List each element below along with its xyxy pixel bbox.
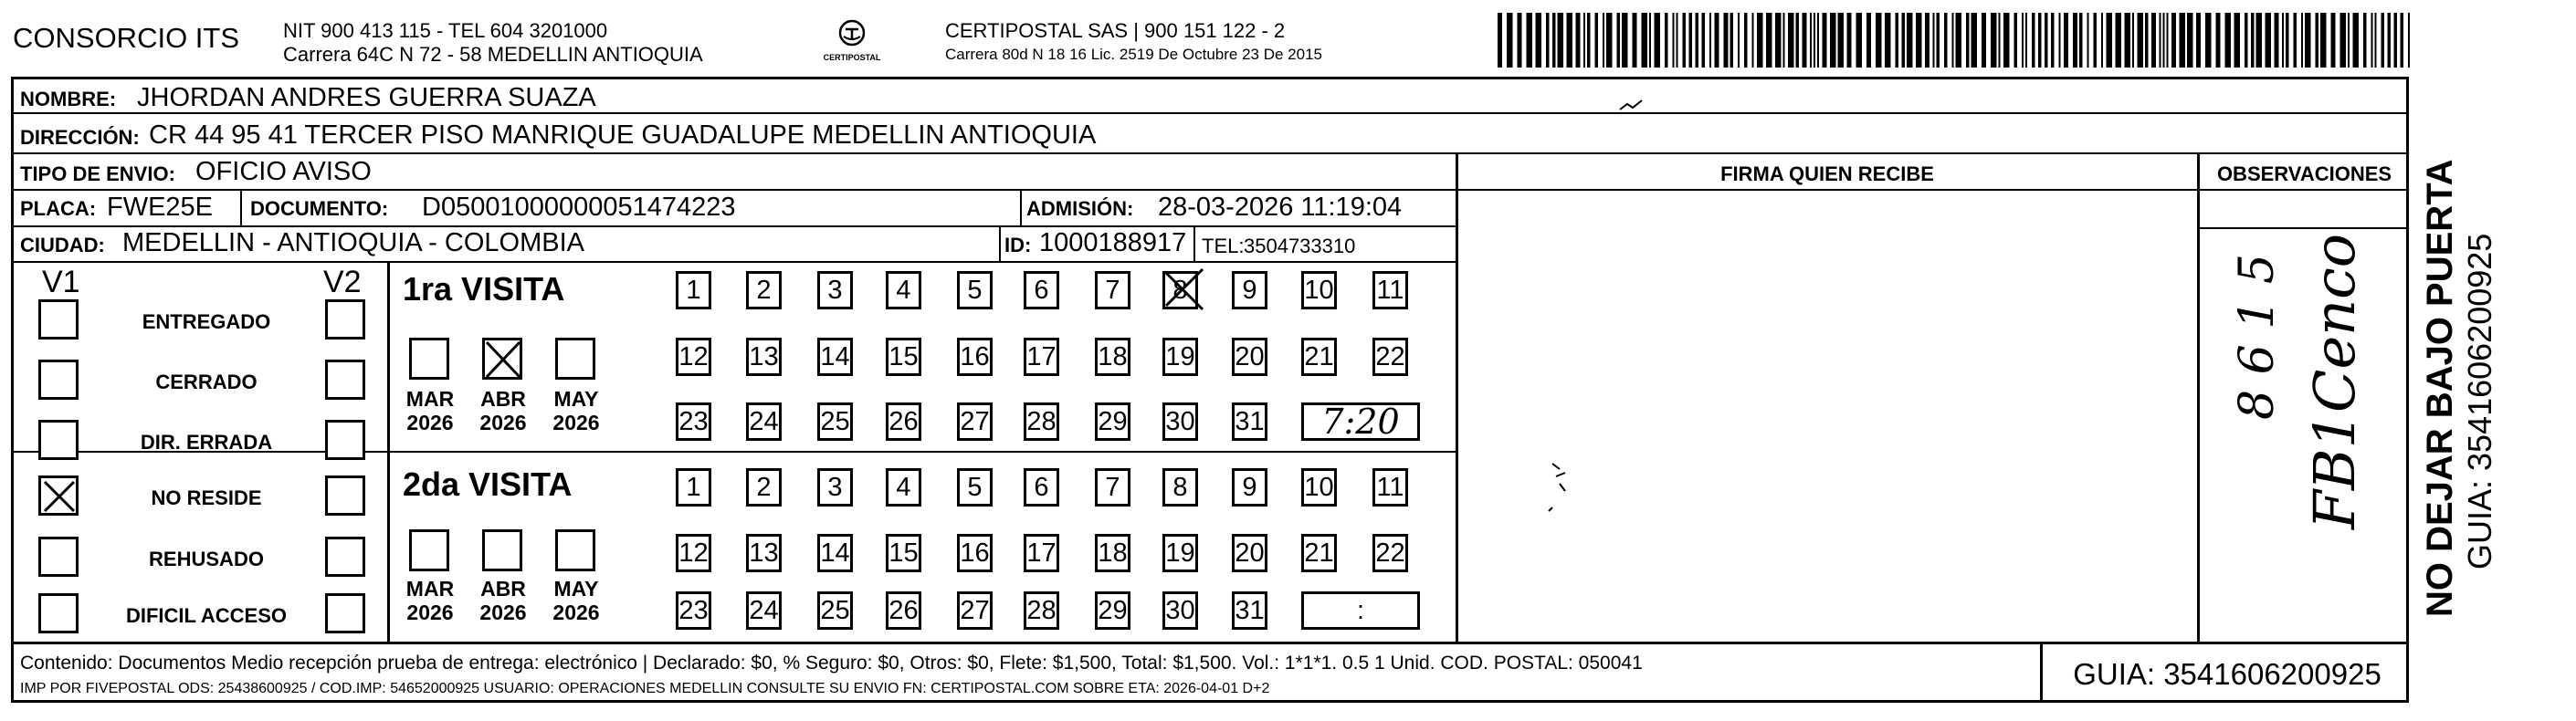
rule: [1193, 227, 1195, 261]
day-box[interactable]: 26: [886, 402, 921, 441]
day-box[interactable]: 25: [817, 591, 853, 630]
day-box[interactable]: 12: [676, 534, 711, 572]
month-checkbox[interactable]: [482, 338, 522, 380]
day-box[interactable]: 21: [1301, 534, 1337, 572]
year-label: 2026: [479, 601, 527, 624]
courier-line-1: CERTIPOSTAL SAS | 900 151 122 - 2: [945, 19, 1286, 42]
time-box[interactable]: 7:20: [1301, 402, 1420, 441]
day-box[interactable]: 8: [1162, 468, 1198, 507]
plate-label: PLACA:: [20, 197, 97, 220]
observations-handwriting-1: 8 6 1 5: [2230, 254, 2285, 420]
day-check-overlay: [1159, 266, 1210, 321]
day-box[interactable]: 4: [886, 468, 921, 507]
v1-checkbox[interactable]: [38, 537, 79, 577]
day-box[interactable]: 27: [957, 402, 993, 441]
footer-guia: GUIA: 3541606200925: [2073, 657, 2381, 691]
day-box[interactable]: 29: [1095, 591, 1130, 630]
day-box[interactable]: 24: [746, 402, 782, 441]
check-x-icon: [1159, 266, 1210, 317]
day-box[interactable]: 8: [1162, 271, 1198, 309]
day-box[interactable]: 9: [1232, 468, 1267, 507]
certipostal-logo: [811, 16, 893, 68]
day-box[interactable]: 16: [957, 534, 993, 572]
day-box[interactable]: 30: [1162, 402, 1198, 441]
month-label: MAY: [553, 387, 599, 411]
id-label: ID:: [1004, 234, 1032, 256]
day-box[interactable]: 13: [746, 534, 782, 572]
signature-header: FIRMA QUIEN RECIBE: [1720, 162, 1934, 185]
content-line: Contenido: Documentos Medio recepción prueba de entrega: electrónico | Declarado: $0, % Seguro: $0, Otros: $0, Flete: $1,500, Total: $1,500. Vol.: 1*1*1. 0.5 1 Unid. COD. POSTAL: 050041: [20, 653, 1643, 674]
day-box[interactable]: 2: [746, 271, 782, 309]
month-label: ABR: [480, 387, 526, 411]
day-box[interactable]: 23: [676, 591, 711, 630]
city-label: CIUDAD:: [20, 234, 105, 256]
day-box[interactable]: 22: [1372, 338, 1408, 376]
address-label: DIRECCIÓN:: [20, 126, 140, 149]
month-checkbox[interactable]: [482, 529, 522, 571]
day-box[interactable]: 27: [957, 591, 993, 630]
month-checkbox[interactable]: [409, 338, 449, 380]
rule: [240, 191, 242, 225]
day-box[interactable]: 14: [817, 338, 853, 376]
day-box[interactable]: 28: [1024, 402, 1059, 441]
day-box[interactable]: 20: [1232, 338, 1267, 376]
day-box[interactable]: 6: [1024, 468, 1059, 507]
day-box[interactable]: 1: [676, 468, 711, 507]
rule: [11, 112, 2409, 114]
day-box[interactable]: 2: [746, 468, 782, 507]
courier-line-2: Carrera 80d N 18 16 Lic. 2519 De Octubre 23 De 2015: [945, 46, 1322, 63]
year-label: 2026: [406, 411, 454, 434]
day-box[interactable]: 29: [1095, 402, 1130, 441]
day-box[interactable]: 7: [1095, 271, 1130, 309]
company-info-2: Carrera 64C N 72 - 58 MEDELLIN ANTIOQUIA: [283, 43, 703, 66]
month-checkbox[interactable]: [555, 338, 595, 380]
rule: [11, 642, 2409, 644]
rule: [11, 152, 2409, 154]
company-name: CONSORCIO ITS: [13, 22, 240, 54]
admission-date: 28-03-2026 11:19:04: [1158, 193, 1403, 222]
day-box[interactable]: 18: [1095, 338, 1130, 376]
document-number: D05001000000051474223: [422, 193, 736, 222]
reason-label: REHUSADO: [149, 548, 264, 570]
month-label: MAR: [405, 387, 455, 411]
day-box[interactable]: 21: [1301, 338, 1337, 376]
type-label: TIPO DE ENVIO:: [20, 162, 175, 185]
rule: [2197, 152, 2200, 642]
day-box[interactable]: 15: [886, 534, 921, 572]
v1-checkbox[interactable]: [38, 475, 79, 516]
year-label: 2026: [406, 601, 454, 624]
logo-text: CERTIPOSTAL: [823, 53, 881, 62]
reason-label: DIFICIL ACCESO: [125, 604, 287, 627]
day-box[interactable]: 7: [1095, 468, 1130, 507]
day-box[interactable]: 20: [1232, 534, 1267, 572]
v2-checkbox[interactable]: [325, 360, 365, 400]
v2-checkbox[interactable]: [325, 475, 365, 516]
plate: FWE25E: [107, 193, 214, 222]
document-label: DOCUMENTO:: [250, 197, 389, 220]
day-box[interactable]: 30: [1162, 591, 1198, 630]
day-box[interactable]: 9: [1232, 271, 1267, 309]
day-box[interactable]: 11: [1372, 271, 1408, 309]
observations-header: OBSERVACIONES: [2216, 162, 2392, 185]
time-box[interactable]: :: [1301, 591, 1420, 630]
day-box[interactable]: 10: [1301, 271, 1337, 309]
ink-speck-icon: [1543, 456, 1580, 520]
v1-checkbox[interactable]: [38, 593, 79, 633]
rule: [11, 225, 1457, 227]
day-box[interactable]: 19: [1162, 534, 1198, 572]
month-label: ABR: [480, 577, 526, 601]
rule: [1020, 191, 1022, 225]
signature-area: [1458, 191, 2197, 642]
side-guia: GUIA: 3541606200925: [2461, 233, 2498, 569]
shipment-type: OFICIO AVISO: [195, 157, 372, 186]
check-x-icon: [41, 478, 78, 515]
id-number: 1000188917: [1039, 228, 1187, 257]
tel-label: TEL:: [1202, 235, 1245, 257]
v2-checkbox[interactable]: [325, 420, 365, 460]
side-notice: NO DEJAR BAJO PUERTA: [2420, 159, 2460, 617]
day-box[interactable]: 28: [1024, 591, 1059, 630]
month-label: MAR: [405, 577, 455, 601]
ink-speck-icon: [1616, 91, 1653, 119]
v1-label: V1: [42, 265, 80, 299]
day-box[interactable]: 31: [1232, 591, 1267, 630]
v2-label: V2: [323, 265, 362, 299]
month-checkbox[interactable]: [409, 529, 449, 571]
barcode-icon: [1498, 13, 2413, 68]
city: MEDELLIN - ANTIOQUIA - COLOMBIA: [122, 228, 584, 257]
day-box[interactable]: 5: [957, 271, 993, 309]
v2-checkbox[interactable]: [325, 299, 365, 340]
day-box[interactable]: 24: [746, 591, 782, 630]
day-box[interactable]: 22: [1372, 534, 1408, 572]
v1-checkbox[interactable]: [38, 360, 79, 400]
v1-checkbox[interactable]: [38, 420, 79, 460]
day-box[interactable]: 10: [1301, 468, 1337, 507]
recipient-name: JHORDAN ANDRES GUERRA SUAZA: [137, 83, 596, 112]
rule: [999, 227, 1001, 261]
rule: [2040, 642, 2043, 703]
day-box[interactable]: 1: [676, 271, 711, 309]
day-box[interactable]: 19: [1162, 338, 1198, 376]
reason-label: NO RESIDE: [151, 486, 262, 509]
rule: [2199, 227, 2409, 229]
second-visit-title: 2da VISITA: [403, 465, 573, 503]
month-label: MAY: [553, 577, 599, 601]
day-box[interactable]: 16: [957, 338, 993, 376]
month-checkbox[interactable]: [555, 529, 595, 571]
tel-number: 3504733310: [1244, 235, 1356, 257]
day-box[interactable]: 13: [746, 338, 782, 376]
reason-label: DIR. ERRADA: [140, 431, 273, 454]
day-box[interactable]: 26: [886, 591, 921, 630]
day-box[interactable]: 4: [886, 271, 921, 309]
day-box[interactable]: 31: [1232, 402, 1267, 441]
day-box[interactable]: 6: [1024, 271, 1059, 309]
day-box[interactable]: 12: [676, 338, 711, 376]
day-box[interactable]: 5: [957, 468, 993, 507]
name-label: NOMBRE:: [20, 88, 117, 110]
v2-checkbox[interactable]: [325, 593, 365, 633]
day-box[interactable]: 25: [817, 402, 853, 441]
check-x-icon: [485, 340, 521, 379]
day-box[interactable]: 23: [676, 402, 711, 441]
day-box[interactable]: 15: [886, 338, 921, 376]
year-label: 2026: [552, 411, 600, 434]
day-box[interactable]: 14: [817, 534, 853, 572]
recipient-address: CR 44 95 41 TERCER PISO MANRIQUE GUADALUPE MEDELLIN ANTIOQUIA: [149, 120, 1097, 150]
observations-handwriting-2: FB1Cenco: [2301, 233, 2368, 529]
day-box[interactable]: 11: [1372, 468, 1408, 507]
company-info-1: NIT 900 413 115 - TEL 604 3201000: [283, 19, 608, 42]
admission-label: ADMISIÓN:: [1026, 197, 1134, 220]
day-box[interactable]: 17: [1024, 338, 1059, 376]
barcode: [1498, 13, 2413, 68]
reason-label: ENTREGADO: [142, 310, 271, 333]
day-box[interactable]: 18: [1095, 534, 1130, 572]
day-box[interactable]: 17: [1024, 534, 1059, 572]
first-visit-title: 1ra VISITA: [403, 270, 565, 308]
v1-checkbox[interactable]: [38, 299, 79, 340]
year-label: 2026: [552, 601, 600, 624]
day-box[interactable]: 3: [817, 271, 853, 309]
rule: [387, 263, 390, 642]
v2-checkbox[interactable]: [325, 537, 365, 577]
day-box[interactable]: 3: [817, 468, 853, 507]
reason-label: CERRADO: [155, 371, 258, 393]
year-label: 2026: [479, 411, 527, 434]
imp-line: IMP POR FIVEPOSTAL ODS: 25438600925 / COD.IMP: 54652000925 USUARIO: OPERACIONES MEDELLIN CONSULTE SU ENVIO FN: CERTIPOSTAL.COM SOBRE ETA: 2026-04-01 D+2: [20, 681, 1270, 696]
rule: [11, 261, 1457, 263]
